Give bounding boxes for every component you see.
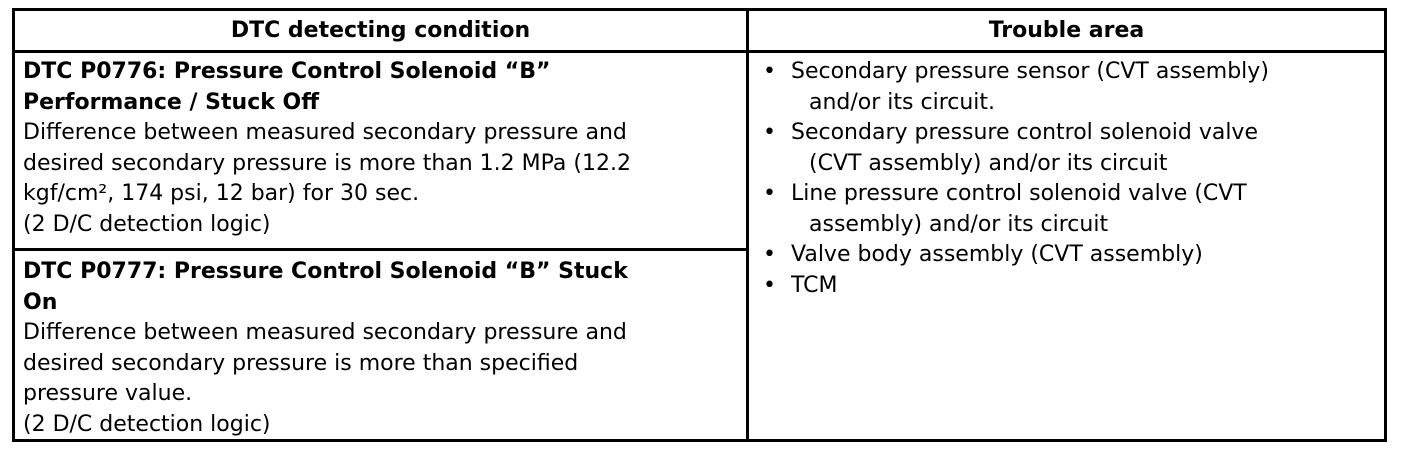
trouble-item (757, 57, 1376, 118)
trouble-item (757, 271, 1376, 302)
trouble-item (757, 240, 1376, 271)
trouble-item (757, 179, 1376, 240)
p0776-desc-line1: Difference between measured secondary pressure and (23, 120, 627, 145)
trouble-item-line2: and/or its circuit. (809, 89, 996, 115)
cell-dtc-p0776 (15, 53, 749, 251)
p0777-desc-line1: Difference between measured secondary pressure and (23, 320, 627, 345)
trouble-item-line1: Line pressure control solenoid valve (CVT (791, 181, 1247, 206)
p0776-title-line1: DTC P0776: Pressure Control Solenoid “B” (23, 59, 551, 84)
bullet-icon: • (763, 120, 776, 145)
trouble-item (757, 118, 1376, 179)
header-condition-label: DTC detecting condition (230, 18, 531, 43)
trouble-item-line2: (CVT assembly) and/or its circuit (809, 150, 1168, 176)
p0777-desc-line3: pressure value. (23, 381, 193, 406)
header-trouble-label: Trouble area (988, 18, 1145, 43)
header-trouble-area (749, 11, 1384, 53)
trouble-item-line2: assembly) and/or its circuit (809, 211, 1109, 237)
trouble-area-list (757, 57, 1376, 301)
p0776-logic: (2 D/C detection logic) (23, 211, 271, 237)
dtc-table (12, 8, 1387, 442)
trouble-item-line1: Valve body assembly (CVT assembly) (791, 242, 1203, 267)
p0776-desc-line3: kgf/cm², 174 psi, 12 bar) for 30 sec. (23, 181, 420, 206)
p0777-title-line2: On (23, 289, 58, 315)
bullet-icon: • (763, 181, 776, 206)
p0776-title-line2: Performance / Stuck Off (23, 89, 320, 115)
bullet-icon: • (763, 59, 776, 84)
p0777-logic: (2 D/C detection logic) (23, 411, 271, 437)
trouble-item-line1: Secondary pressure sensor (CVT assembly) (791, 59, 1269, 84)
p0777-desc-line2: desired secondary pressure is more than specified (23, 350, 579, 376)
cell-trouble-area (749, 53, 1384, 439)
bullet-icon: • (763, 242, 776, 267)
p0776-desc-line2: desired secondary pressure is more than 1.2 MPa (12.2 (23, 150, 631, 176)
trouble-item-line1: Secondary pressure control solenoid valve (791, 120, 1258, 145)
p0777-title-line1: DTC P0777: Pressure Control Solenoid “B” Stuck (23, 259, 628, 284)
cell-dtc-p0777 (15, 251, 749, 439)
header-dtc-detecting-condition (15, 11, 749, 53)
trouble-item-line1: TCM (791, 272, 838, 298)
table-grid (15, 11, 1384, 439)
bullet-icon: • (763, 272, 776, 298)
